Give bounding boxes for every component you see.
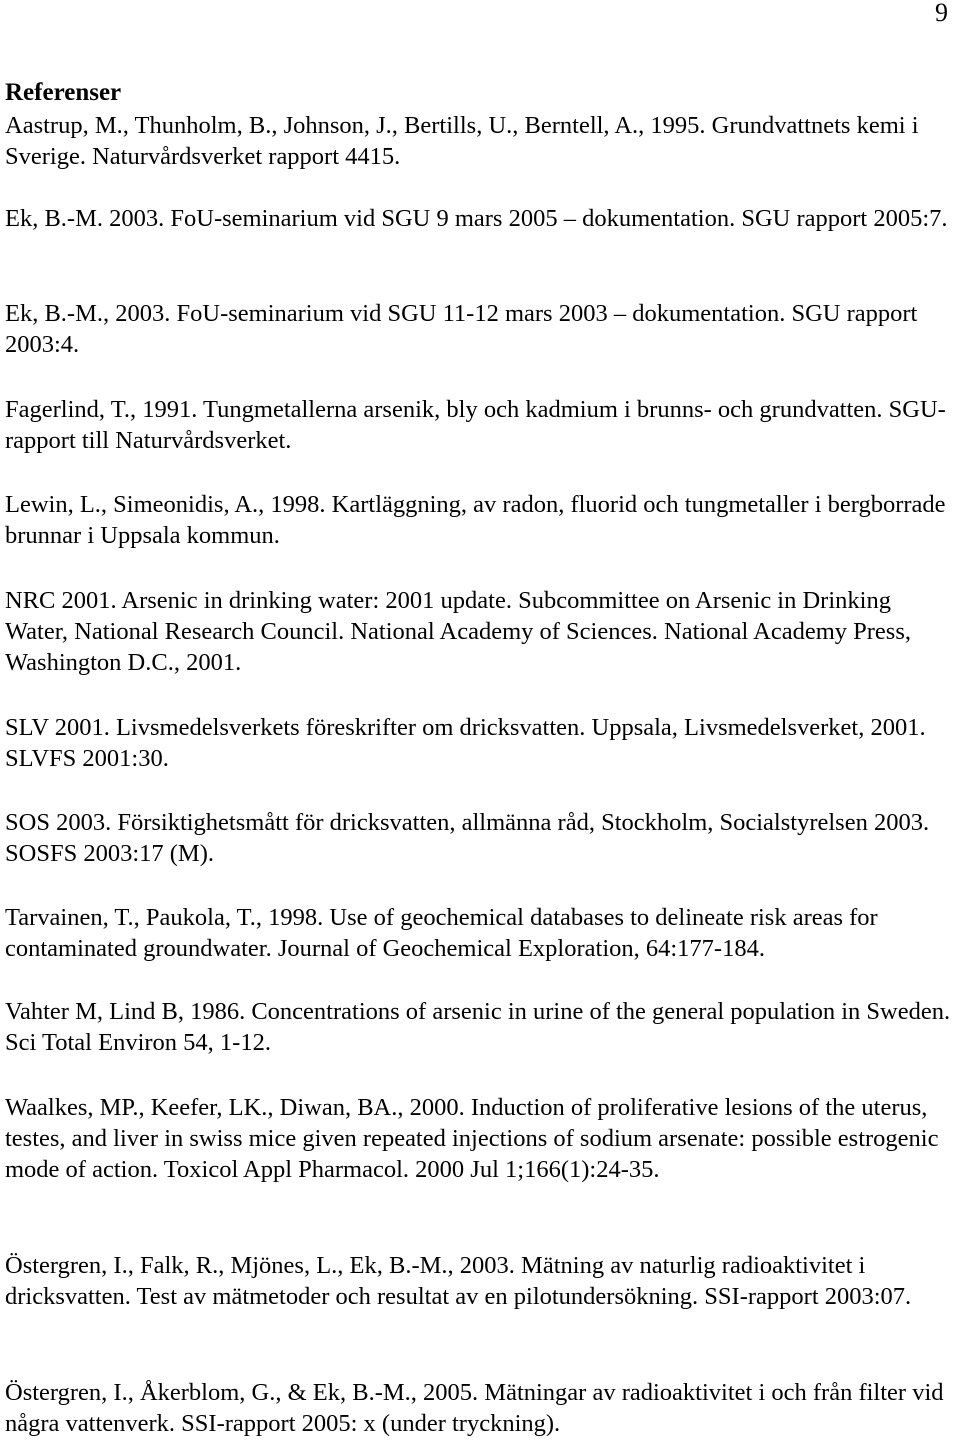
reference-waalkes-2000: Waalkes, MP., Keefer, LK., Diwan, BA., 2000. Induction of proliferative lesions of the uterus, testes, and liver in swiss mice given repeated injections of sodium arsenate: possible estrogenic mode of action. Toxicol Appl Pharmacol. 2000 Jul 1;166(1):24-35. [5,1094,939,1183]
reference-vahter-1986: Vahter M, Lind B, 1986. Concentrations of arsenic in urine of the general population in Sweden. Sci Total Environ 54, 1-12. [5,998,951,1056]
reference-slv-2001: SLV 2001. Livsmedelsverkets föreskrifter om dricksvatten. Uppsala, Livsmedelsverket, 2001. SLVFS 2001:30. [5,714,926,772]
reference-lewin-1998: Lewin, L., Simeonidis, A., 1998. Kartläggning, av radon, fluorid och tungmetaller i bergborrade brunnar i Uppsala kommun. [5,491,946,549]
references-heading: Referenser [5,79,122,106]
reference-fagerlind-1991: Fagerlind, T., 1991. Tungmetallerna arsenik, bly och kadmium i brunns- och grundvatten. SGU-rapport till Naturvårdsverket. [5,396,946,454]
reference-nrc-2001: NRC 2001. Arsenic in drinking water: 2001 update. Subcommittee on Arsenic in Drinking Water, National Research Council. National Academy of Sciences. National Academy Press, Washington D.C., 2001. [5,587,911,676]
reference-tarvainen-1998: Tarvainen, T., Paukola, T., 1998. Use of geochemical databases to delineate risk areas for contaminated groundwater. Journal of Geochemical Exploration, 64:177-184. [5,904,878,962]
reference-ostergren-2003: Östergren, I., Falk, R., Mjönes, L., Ek, B.-M., 2003. Mätning av naturlig radioaktivitet i dricksvatten. Test av mätmetoder och resultat av en pilotundersökning. SSI-rapport 2003:07. [5,1252,912,1310]
reference-ostergren-2005: Östergren, I., Åkerblom, G., & Ek, B.-M., 2005. Mätningar av radioaktivitet i och från filter vid några vattenverk. SSI-rapport 2005: x (under tryckning). [5,1379,944,1437]
reference-ek-2003-seminar-2003: Ek, B.-M., 2003. FoU-seminarium vid SGU 11-12 mars 2003 – dokumentation. SGU rapport 2003:4. [5,300,918,358]
page-number: 9 [935,0,948,27]
reference-sos-2003: SOS 2003. Försiktighetsmått för dricksvatten, allmänna råd, Stockholm, Socialstyrelsen 2003. SOSFS 2003:17 (M). [5,809,930,867]
reference-aastrup-1995: Aastrup, M., Thunholm, B., Johnson, J., Bertills, U., Berntell, A., 1995. Grundvattnets kemi i Sverige. Naturvårdsverket rapport 4415. [5,112,919,170]
reference-ek-2003-seminar-2005: Ek, B.-M. 2003. FoU-seminarium vid SGU 9 mars 2005 – dokumentation. SGU rapport 2005:7. [5,205,948,232]
